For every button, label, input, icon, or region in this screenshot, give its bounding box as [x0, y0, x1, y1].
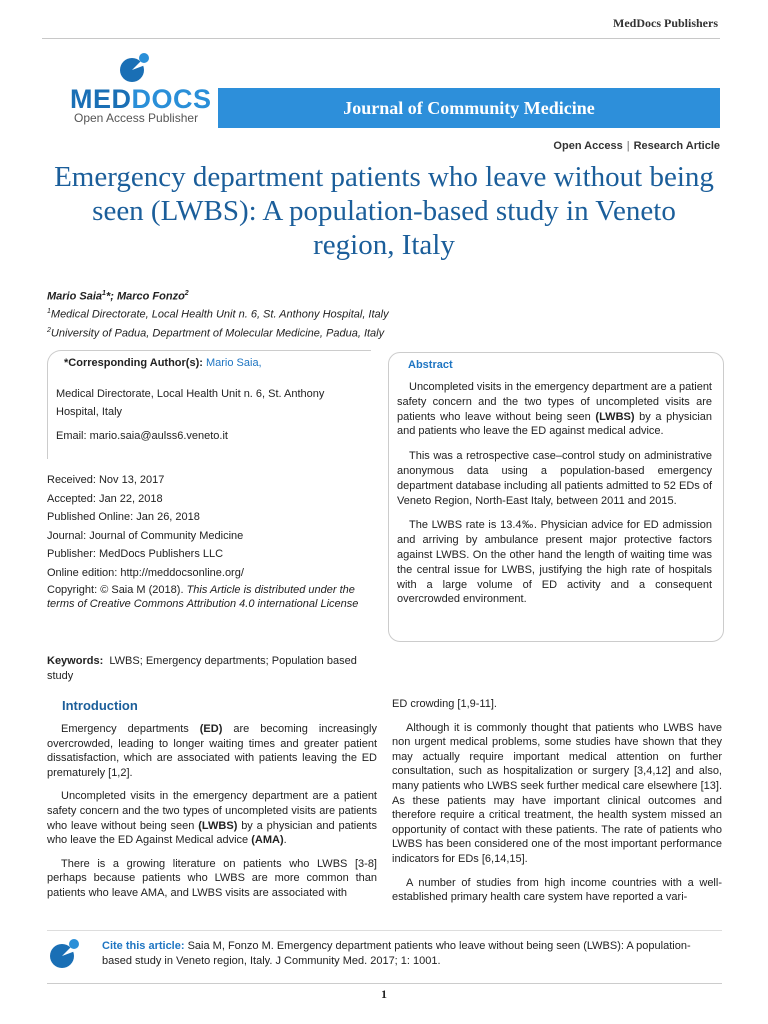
- publisher-line: Publisher: MedDocs Publishers LLC: [47, 548, 224, 561]
- journal-banner: Journal of Community Medicine: [218, 88, 720, 128]
- corresponding-email[interactable]: Email: mario.saia@aulss6.veneto.it: [56, 430, 228, 442]
- body-column-left: [47, 722, 377, 910]
- introduction-heading: Introduction: [62, 698, 138, 713]
- body-paragraph: There is a growing literature on patients who LWBS [3-8] perhaps because patients who LWBS are more common than patients who leave AMA, and LWBS visits are associated with: [47, 857, 377, 899]
- logo-tagline: Open Access Publisher: [74, 111, 199, 125]
- citation-logo-icon: [48, 936, 84, 972]
- meddocs-logo-icon: [118, 50, 156, 86]
- article-title: Emergency department patients who leave without being seen (LWBS): A population-based study in Veneto region, Italy: [54, 161, 714, 261]
- received-date: Received: Nov 13, 2017: [47, 474, 165, 486]
- accepted-date: Accepted: Jan 22, 2018: [47, 492, 163, 505]
- citation-divider: [47, 930, 722, 931]
- corresponding-author-label: *Corresponding Author(s): Mario Saia,: [64, 357, 262, 369]
- online-edition[interactable]: Online edition: http://meddocsonline.org/: [47, 566, 244, 579]
- body-paragraph: Emergency departments (ED) are becoming increasingly overcrowded, leading to longer waiting times and greater patient dissatisfaction, which are associated with patients leaving the ED prematurely [1,2].: [47, 723, 377, 779]
- article-type-line: Open Access | Research Article: [553, 140, 720, 152]
- corresponding-address: Medical Directorate, Local Health Unit n. 6, St. Anthony Hospital, Italy: [56, 388, 325, 418]
- body-paragraph: Although it is commonly thought that patients who LWBS have non urgent medical problems, some studies have shown that they may actually require important medical attention on further consultation, such as hospitalization or surgery [3,4,12] and also, many patients who LWBS seek further medical care elsewhere [13]. As these patients may have important clinical outcomes and therefore require a critical treatment, the health system missed an opportunity of contact with these patients. The rate of patients who LWBS has been considered one of the most important performance indicators for EDs [6,14,15].: [392, 721, 722, 865]
- published-date: Published Online: Jan 26, 2018: [47, 511, 200, 524]
- license-line: Copyright: © Saia M (2018). This Article is distributed under the terms of Creative Commons Attribution 4.0 international License: [47, 583, 359, 611]
- abstract-paragraph: Uncompleted visits in the emergency department are a patient safety concern and the two types of uncompleted visits are patients who leave without being seen (LWBS) by a physician and patients who leave the ED against medical advice.: [397, 381, 712, 438]
- meddocs-logo-text: MEDDOCS: [70, 84, 212, 114]
- top-divider: [42, 38, 720, 39]
- affiliation-1: $^1$Medical Directorate, Local Health Unit n. 6, St. Anthony Hospital, Italy: [47, 308, 389, 321]
- abstract-body: [397, 380, 712, 617]
- abstract-paragraph: The LWBS rate is 13.4‰. Physician advice for ED admission and arriving by ambulance present major protective factors against LWBS. On the other hand the length of waiting time was the central issue for LWBS, justifying the high rate of hospitals with a large volume of ED activity and a consequent overcrowded environment.: [397, 519, 712, 606]
- footer-divider: [47, 983, 722, 984]
- publisher-name: MedDocs Publishers: [613, 16, 718, 30]
- body-paragraph: ED crowding [1,9-11].: [392, 698, 497, 710]
- citation: Cite this article: Saia M, Fonzo M. Emergency department patients who leave without being seen (LWBS): A population-based study in Veneto region, Italy. J Community Med. 2017; 1: 1001.: [102, 940, 691, 967]
- page-number: 1: [381, 987, 387, 1001]
- affiliation-2: $^2$University of Padua, Department of Molecular Medicine, Padua, Italy: [47, 327, 385, 340]
- body-paragraph: Uncompleted visits in the emergency department are a patient safety concern and the two types of uncompleted visits are patients who leave without being seen (LWBS) by a physician and patients who leave the ED Against Medical advice (AMA).: [47, 790, 377, 847]
- abstract-heading: Abstract: [408, 359, 453, 371]
- body-column-right: [392, 697, 722, 914]
- author-list: Mario Saia$^1$*; Marco Fonzo$^2$: [47, 290, 189, 303]
- keywords: Keywords: LWBS; Emergency departments; Population based study: [47, 655, 357, 682]
- journal-line: Journal: Journal of Community Medicine: [47, 529, 244, 542]
- abstract-paragraph: This was a retrospective case–control study on administrative anonymous data using a population-based emergency department database including all patients admitted to 52 EDs of Veneto Region, North-East Italy, between 2011 and 2015.: [397, 450, 712, 507]
- corresponding-author-name[interactable]: Mario Saia,: [205, 357, 262, 369]
- body-paragraph: A number of studies from high income countries with a well-established primary health care system have reported a vari-: [392, 876, 722, 904]
- article-metadata: [47, 471, 367, 612]
